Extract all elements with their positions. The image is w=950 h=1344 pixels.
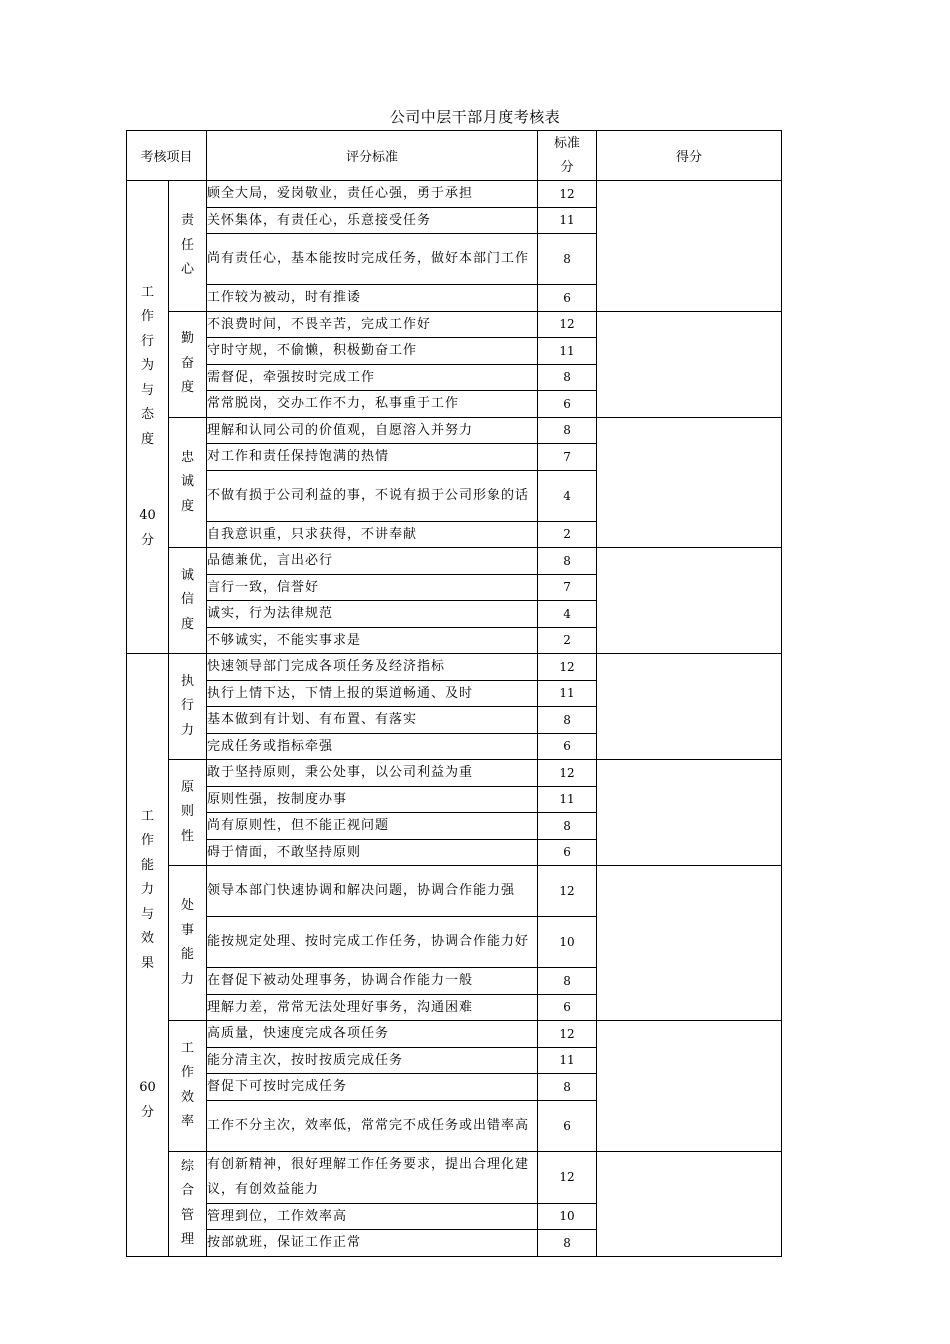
score-input-cell[interactable] bbox=[597, 548, 782, 654]
standard-points: 11 bbox=[538, 786, 597, 813]
criteria-text: 需督促，牵强按时完成工作 bbox=[207, 364, 538, 391]
subcategory-name: 忠诚度 bbox=[180, 449, 194, 514]
criteria-text: 快速领导部门完成各项任务及经济指标 bbox=[207, 654, 538, 681]
standard-points: 8 bbox=[538, 707, 597, 734]
standard-points: 6 bbox=[538, 994, 597, 1021]
category-name: 工作行为与态度 bbox=[140, 284, 154, 447]
standard-points: 8 bbox=[538, 548, 597, 575]
criteria-text: 高质量，快速度完成各项任务 bbox=[207, 1021, 538, 1048]
subcategory-name: 执行力 bbox=[180, 673, 194, 738]
standard-points: 11 bbox=[538, 207, 597, 234]
criteria-text: 诚实，行为法律规范 bbox=[207, 601, 538, 628]
criteria-text: 不够诚实，不能实事求是 bbox=[207, 627, 538, 654]
subcategory-cell bbox=[169, 1021, 207, 1152]
table-row bbox=[127, 654, 782, 681]
table-row bbox=[127, 548, 782, 575]
standard-points: 4 bbox=[538, 601, 597, 628]
header-standard-label: 标准分 bbox=[554, 135, 581, 175]
table-row bbox=[127, 1151, 782, 1203]
subcategory-name: 责任心 bbox=[180, 213, 194, 277]
criteria-text: 对工作和责任保持饱满的热情 bbox=[207, 444, 538, 471]
standard-points: 7 bbox=[538, 444, 597, 471]
score-input-cell[interactable] bbox=[597, 866, 782, 1021]
score-input-cell[interactable] bbox=[597, 311, 782, 417]
standard-points: 6 bbox=[538, 285, 597, 312]
criteria-text: 尚有责任心，基本能按时完成任务，做好本部门工作 bbox=[207, 234, 538, 285]
criteria-text: 执行上情下达，下情上报的渠道畅通、及时 bbox=[207, 680, 538, 707]
criteria-text: 理解和认同公司的价值观，自愿溶入并努力 bbox=[207, 417, 538, 444]
criteria-text: 理解力差，常常无法处理好事务，沟通困难 bbox=[207, 994, 538, 1021]
criteria-text: 能按规定处理、按时完成工作任务，协调合作能力好 bbox=[207, 917, 538, 968]
criteria-text: 工作较为被动，时有推诿 bbox=[207, 285, 538, 312]
standard-points: 12 bbox=[538, 311, 597, 338]
criteria-text: 完成任务或指标牵强 bbox=[207, 733, 538, 760]
standard-points: 12 bbox=[538, 654, 597, 681]
evaluation-table bbox=[126, 130, 782, 1257]
subcategory-cell bbox=[169, 866, 207, 1021]
table-row bbox=[127, 181, 782, 208]
standard-points: 8 bbox=[538, 234, 597, 285]
score-input-cell[interactable] bbox=[597, 417, 782, 548]
criteria-text: 守时守规，不偷懒，积极勤奋工作 bbox=[207, 338, 538, 365]
standard-points: 6 bbox=[538, 1100, 597, 1151]
subcategory-cell bbox=[169, 548, 207, 654]
standard-points: 12 bbox=[538, 1021, 597, 1048]
subcategory-cell bbox=[169, 181, 207, 312]
score-input-cell[interactable] bbox=[597, 654, 782, 760]
criteria-text: 自我意识重，只求获得，不讲奉献 bbox=[207, 521, 538, 548]
criteria-text: 原则性强，按制度办事 bbox=[207, 786, 538, 813]
header-score: 得分 bbox=[597, 131, 782, 181]
subcategory-name: 工作效率 bbox=[180, 1040, 194, 1130]
page-title: 公司中层干部月度考核表 bbox=[389, 108, 561, 126]
header-row bbox=[127, 131, 782, 181]
standard-points: 11 bbox=[538, 1047, 597, 1074]
subcategory-cell bbox=[169, 760, 207, 866]
standard-points: 8 bbox=[538, 968, 597, 995]
score-input-cell[interactable] bbox=[597, 1021, 782, 1152]
criteria-text: 品德兼优，言出必行 bbox=[207, 548, 538, 575]
header-criteria: 评分标准 bbox=[207, 131, 538, 181]
standard-points: 10 bbox=[538, 917, 597, 968]
criteria-text: 督促下可按时完成任务 bbox=[207, 1074, 538, 1101]
subcategory-name: 处事能力 bbox=[180, 898, 194, 987]
criteria-text: 碍于情面，不敢坚持原则 bbox=[207, 839, 538, 866]
criteria-text: 按部就班，保证工作正常 bbox=[207, 1230, 538, 1257]
subcategory-name: 原则性 bbox=[180, 779, 194, 844]
criteria-text: 管理到位，工作效率高 bbox=[207, 1203, 538, 1230]
standard-points: 8 bbox=[538, 417, 597, 444]
standard-points: 8 bbox=[538, 813, 597, 840]
standard-points: 12 bbox=[538, 866, 597, 917]
header-item: 考核项目 bbox=[127, 131, 207, 181]
standard-points: 11 bbox=[538, 338, 597, 365]
criteria-text: 有创新精神，很好理解工作任务要求，提出合理化建议，有创效益能力 bbox=[207, 1151, 538, 1203]
subcategory-name: 综合管理 bbox=[180, 1158, 194, 1247]
table-row bbox=[127, 1021, 782, 1048]
criteria-text: 基本做到有计划、有布置、有落实 bbox=[207, 707, 538, 734]
table-row bbox=[127, 311, 782, 338]
standard-points: 8 bbox=[538, 364, 597, 391]
table-row bbox=[127, 760, 782, 787]
header-standard bbox=[538, 131, 597, 181]
table-body bbox=[127, 181, 782, 1257]
table-row bbox=[127, 866, 782, 917]
standard-points: 2 bbox=[538, 627, 597, 654]
subcategory-cell bbox=[169, 417, 207, 548]
standard-points: 12 bbox=[538, 760, 597, 787]
subcategory-cell bbox=[169, 1151, 207, 1256]
standard-points: 6 bbox=[538, 733, 597, 760]
standard-points: 8 bbox=[538, 1230, 597, 1257]
category-points: 40分 bbox=[139, 508, 156, 548]
subcategory-cell bbox=[169, 654, 207, 760]
criteria-text: 敢于坚持原则，秉公处事，以公司利益为重 bbox=[207, 760, 538, 787]
standard-points: 6 bbox=[538, 391, 597, 418]
standard-points: 4 bbox=[538, 470, 597, 521]
standard-points: 2 bbox=[538, 521, 597, 548]
score-input-cell[interactable] bbox=[597, 181, 782, 312]
score-input-cell[interactable] bbox=[597, 1151, 782, 1256]
standard-points: 12 bbox=[538, 1151, 597, 1203]
subcategory-name: 诚信度 bbox=[180, 567, 194, 632]
criteria-text: 言行一致，信誉好 bbox=[207, 574, 538, 601]
standard-points: 11 bbox=[538, 680, 597, 707]
standard-points: 12 bbox=[538, 181, 597, 208]
criteria-text: 不做有损于公司利益的事，不说有损于公司形象的话 bbox=[207, 470, 538, 521]
criteria-text: 顾全大局，爱岗敬业，责任心强，勇于承担 bbox=[207, 181, 538, 208]
criteria-text: 在督促下被动处理事务，协调合作能力一般 bbox=[207, 968, 538, 995]
criteria-text: 工作不分主次，效率低，常常完不成任务或出错率高 bbox=[207, 1100, 538, 1151]
standard-points: 7 bbox=[538, 574, 597, 601]
criteria-text: 能分清主次，按时按质完成任务 bbox=[207, 1047, 538, 1074]
criteria-text: 关怀集体，有责任心，乐意接受任务 bbox=[207, 207, 538, 234]
subcategory-name: 勤奋度 bbox=[180, 331, 194, 396]
standard-points: 6 bbox=[538, 839, 597, 866]
table-row bbox=[127, 417, 782, 444]
score-input-cell[interactable] bbox=[597, 760, 782, 866]
criteria-text: 常常脱岗，交办工作不力，私事重于工作 bbox=[207, 391, 538, 418]
standard-points: 8 bbox=[538, 1074, 597, 1101]
category-cell bbox=[127, 654, 169, 1257]
category-points: 60分 bbox=[139, 1080, 156, 1120]
subcategory-cell bbox=[169, 311, 207, 417]
category-name: 工作能力与效果 bbox=[140, 808, 154, 971]
criteria-text: 领导本部门快速协调和解决问题，协调合作能力强 bbox=[207, 866, 538, 917]
standard-points: 10 bbox=[538, 1203, 597, 1230]
category-cell bbox=[127, 181, 169, 654]
criteria-text: 不浪费时间，不畏辛苦，完成工作好 bbox=[207, 311, 538, 338]
criteria-text: 尚有原则性，但不能正视问题 bbox=[207, 813, 538, 840]
